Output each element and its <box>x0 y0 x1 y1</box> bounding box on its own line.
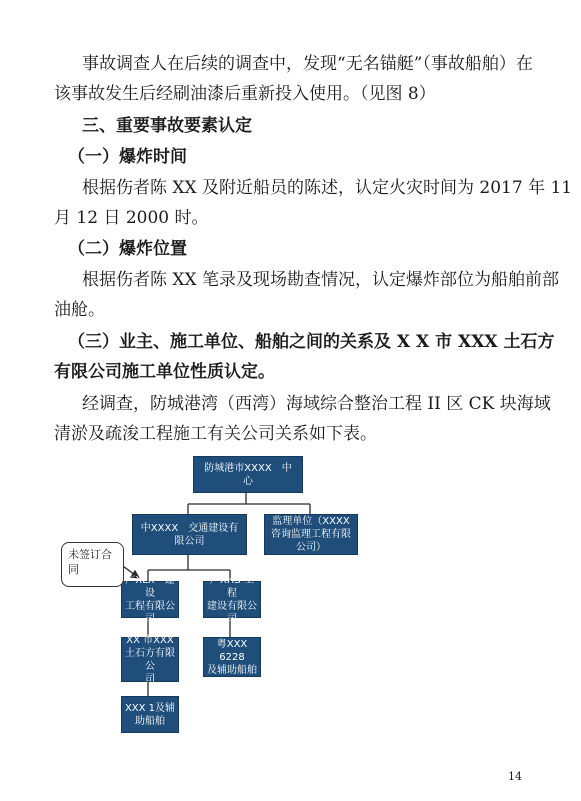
org-box-contractor-line1: 中XXXX 交通建设有 <box>140 522 239 534</box>
org-box-supervisor-line1: 监理单位（XXXX <box>272 516 350 527</box>
org-box-earthwork-line1: XX 市XXX <box>126 634 174 646</box>
org-box-xlx-line2: 工程有限公司 <box>125 600 175 625</box>
org-box-vessel-xxx-line1: XXX 1及辅 <box>124 702 176 714</box>
text-line-9: 油舱。 <box>54 300 105 320</box>
callout-line1: 未签订合 <box>68 548 112 561</box>
org-box-vessel-6228 <box>203 637 261 677</box>
org-box-earthwork-line2: 土石方有限公 <box>125 647 175 672</box>
subheading-explosion-location: （二）爆炸位置 <box>68 239 187 259</box>
subheading-relations-cont: 有限公司施工单位性质认定。 <box>54 362 275 382</box>
org-box-root-label: 防城港市XXXX 中心 <box>204 462 292 487</box>
text-line-5: 根据伤者陈 XX 及附近船员的陈述，认定火灾时间为 2017 年 11 <box>82 178 573 198</box>
text-line-13: 清淤及疏浚工程施工有关公司关系如下表。 <box>54 424 377 444</box>
subheading-relations: （三）业主、施工单位、船舶之间的关系及 X X 市 XXX 土石方 <box>68 332 555 352</box>
org-box-supervisor <box>264 514 358 555</box>
org-box-earthwork-line3: 司 <box>145 673 155 685</box>
org-box-supervisor-line2: 咨询监理工程有限公司） <box>271 529 351 553</box>
org-box-xlx-line1: 广XLX 建设 <box>125 574 175 599</box>
org-box-xhs-line2: 建设有限公司 <box>207 600 257 625</box>
subheading-explosion-time: （一）爆炸时间 <box>68 147 187 167</box>
org-box-vessel-xxx <box>121 696 179 733</box>
org-box-xlx <box>121 574 179 625</box>
org-box-root <box>193 456 303 493</box>
callout-line2: 同 <box>68 563 79 576</box>
org-box-contractor <box>132 514 247 555</box>
text-line-8: 根据伤者陈 XX 笔录及现场勘查情况，认定爆炸部位为船舶前部 <box>82 270 560 290</box>
org-box-earthwork <box>121 634 179 685</box>
org-box-xhs <box>203 574 261 625</box>
page-number: 14 <box>508 770 522 783</box>
org-box-vessel-6228-line2: 及辅助船舶 <box>207 664 257 676</box>
text-line-1: 事故调查人在后续的调查中，发现“无名锚艇”（事故船舶）在 <box>82 54 533 74</box>
org-box-contractor-line2: 限公司 <box>174 535 205 547</box>
text-line-12: 经调查，防城港湾（西湾）海域综合整治工程 II 区 CK 块海域 <box>82 394 551 414</box>
callout-no-contract <box>61 542 124 587</box>
org-box-vessel-6228-line1: 粤XXX 6228 <box>216 638 258 663</box>
section-heading: 三、重要事故要素认定 <box>82 116 252 136</box>
org-box-xhs-line1: 广XHS 工程 <box>210 574 254 599</box>
org-box-vessel-xxx-line2: 助船舶 <box>135 715 165 727</box>
text-line-6: 月 12 日 2000 时。 <box>54 208 209 228</box>
text-line-2: 该事故发生后经刷油漆后重新投入使用。（见图 8） <box>54 84 436 104</box>
